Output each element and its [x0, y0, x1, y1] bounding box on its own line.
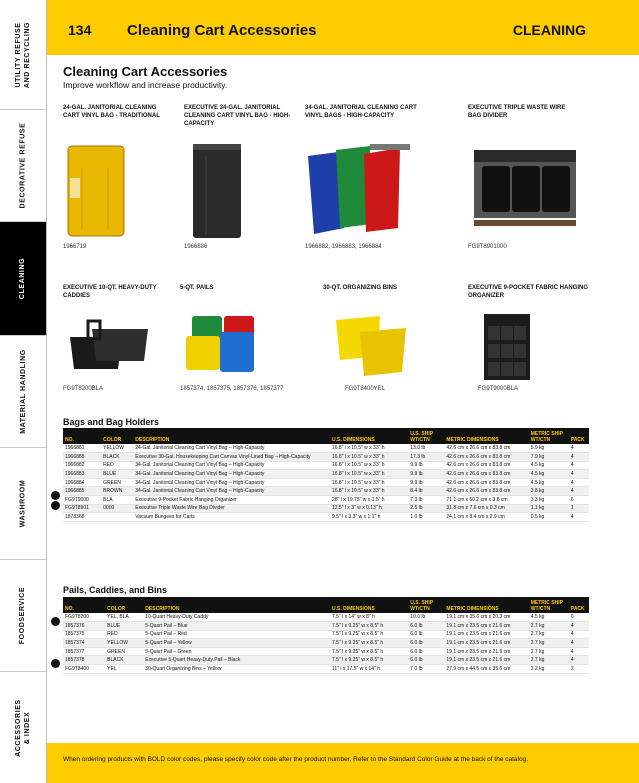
table-cell: 34-Gal. Janitorial Cleaning Cart Vinyl Bag – High-Capacity [133, 478, 330, 487]
table-cell: 71.1 cm x 50.2 cm x 3.8 cm [444, 496, 528, 505]
table-cell: 1.1 kg [529, 504, 569, 513]
col-metric-dimensions: METRIC DIMENSIONS [444, 597, 528, 613]
table-cell: Executive 30-Gal. Housekeeping Cart Canvas Vinyl-Lined Bag – High-Capacity [133, 453, 330, 462]
new-badge [51, 659, 60, 668]
table-cell: 1 [569, 504, 589, 513]
yellow-bag-image [62, 138, 130, 238]
table-row [63, 470, 589, 479]
table-cell: 4 [569, 478, 589, 487]
table-cell: 7.3 lb [408, 496, 444, 505]
table-row [63, 487, 589, 496]
tab-material-handling[interactable] [0, 336, 46, 448]
table-cell: 19.1 cm x 23.5 cm x 21.6 cm [444, 656, 528, 665]
product-code: FG9T8901000 [468, 244, 507, 250]
product-name: 30-QT. ORGANIZING BINS [323, 285, 398, 291]
table-cell: BLUE [105, 622, 143, 631]
table-cell: 16.8" l x 10.5" w x 33" h [330, 453, 408, 462]
table-cell: 4.5 kg [529, 478, 569, 487]
page-number: 134 [68, 22, 92, 38]
table-cell: 1857376 [63, 622, 105, 631]
tab-foodservice[interactable] [0, 560, 46, 672]
table-cell: 42.6 cm x 26.6 cm x 83.8 cm [444, 470, 528, 479]
table-row [63, 647, 589, 656]
table-cell: 7.5" l x 9.25" w x 8.5" h [330, 622, 408, 631]
table-cell: 5-Quart Pail – Blue [143, 622, 330, 631]
table-row [63, 630, 589, 639]
table-cell: 6 [569, 613, 589, 622]
bag-divider-image [470, 148, 580, 238]
product-name: EXECUTIVE TRIPLE WASTE WIRE BAG DIVIDER [468, 105, 566, 119]
page-title: Cleaning Cart Accessories [63, 64, 228, 79]
table-row [63, 496, 589, 505]
table-cell: 34-Gal. Janitorial Cleaning Cart Vinyl Bag – High-Capacity [133, 470, 330, 479]
caddies-image [62, 315, 152, 377]
table-cell: 1857375 [63, 630, 105, 639]
page-subtitle: Improve workflow and increase productivity. [63, 80, 228, 90]
tab-label: MATERIAL HANDLING [19, 349, 27, 434]
table-cell: 4 [569, 453, 589, 462]
table-cell: 2.7 kg [529, 622, 569, 631]
col-pack: PACK [569, 597, 589, 613]
pails-table [63, 597, 589, 674]
product-code: 1966882, 1966883, 1966884 [305, 244, 382, 250]
table-cell: FG9T8200 [63, 613, 105, 622]
table-cell: Vacuum Bungees for Carts [133, 513, 330, 522]
product-code: FG9T8400YEL [345, 386, 386, 392]
table-cell: 4 [569, 656, 589, 665]
table-cell: 4 [569, 630, 589, 639]
footer-note: When ordering products with BOLD color codes, please specify color code after the product number. Refer to the Standard Color Guide at the back of the catalog. [63, 756, 529, 763]
table-row [63, 639, 589, 648]
table-cell: 27.9 cm x 44.5 cm x 35.6 cm [444, 665, 528, 674]
table-cell: 7.5" l x 9.25" w x 8.5" h [330, 656, 408, 665]
table-cell: 16.8" l x 10.5" w x 33" h [330, 487, 408, 496]
table-cell: 42.6 cm x 26.6 cm x 83.8 cm [444, 444, 528, 453]
table-cell: 3.8 kg [529, 487, 569, 496]
table-cell: 16.8" l x 10.5" w x 33" h [330, 470, 408, 479]
table-cell: 8.4 lb [408, 487, 444, 496]
table-cell: Executive Triple Waste Wire Bag Divider [133, 504, 330, 513]
organizing-bins-image [330, 310, 410, 380]
table-cell: 7.5" l x 9.25" w x 8.5" h [330, 639, 408, 648]
black-bag-image [188, 136, 248, 240]
col-color: COLOR [105, 597, 143, 613]
table-cell: 16.8" l x 10.5" w x 33" h [330, 478, 408, 487]
table-cell: 1857374 [63, 639, 105, 648]
table-row [63, 665, 589, 674]
table-cell: 6.0 lb [408, 639, 444, 648]
table-cell: 2.7 kg [529, 639, 569, 648]
table-row [63, 461, 589, 470]
table-cell: 7.9 kg [529, 453, 569, 462]
new-badge [51, 617, 60, 626]
new-badge [51, 491, 60, 500]
table-cell: 3.2 kg [529, 665, 569, 674]
table-row [63, 453, 589, 462]
table-cell: 19.1 cm x 23.5 cm x 21.6 cm [444, 647, 528, 656]
table-row [63, 478, 589, 487]
tab-label: WASHROOM [19, 479, 27, 528]
tab-label: DECORATIVE REFUSE [19, 122, 27, 209]
col-description: DESCRIPTION [133, 428, 330, 444]
table-row [63, 613, 589, 622]
table-cell: 7.5" l x 9.25" w x 8.5" h [330, 630, 408, 639]
table-cell: 34-Gal. Janitorial Cleaning Cart Vinyl Bag – High-Capacity [133, 487, 330, 496]
table-cell: 6.0 lb [408, 656, 444, 665]
tab-cleaning[interactable] [0, 222, 46, 336]
table-cell: 16.8" l x 10.5" w x 33" h [330, 461, 408, 470]
table-cell: 17.3 lb [408, 453, 444, 462]
col-us-ship-wt: U.S. SHIP WT/CTN [408, 428, 444, 444]
col-us-dimensions: U.S. DIMENSIONS [330, 597, 408, 613]
table-header-row [63, 597, 589, 613]
tab-label: ACCESSORIES & INDEX [15, 698, 31, 757]
table-cell: RED [105, 630, 143, 639]
table-cell: 4 [569, 470, 589, 479]
table-cell: 2 [569, 665, 589, 674]
table-cell: 5.9 kg [529, 444, 569, 453]
table-row [63, 444, 589, 453]
table-cell: 1966882 [63, 461, 101, 470]
tab-label: CLEANING [19, 257, 27, 300]
table-cell: 2.7 kg [529, 647, 569, 656]
table-cell: 4 [569, 622, 589, 631]
table-cell: 6.0 lb [408, 622, 444, 631]
pails-image [184, 306, 264, 382]
table-cell: YEL [105, 665, 143, 674]
hanging-organizer-image [480, 312, 534, 382]
table-cell: 9.5" l x 3.3" w x 1.1" h [330, 513, 408, 522]
table-cell: 12.5" l x 3" w x 0.13" h [330, 504, 408, 513]
table-cell: BLACK [101, 453, 133, 462]
table-cell: 34-Gal. Janitorial Cleaning Cart Vinyl Bag – High-Capacity [133, 461, 330, 470]
table-cell: 4.5 kg [529, 461, 569, 470]
section-label: CLEANING [512, 22, 586, 38]
table-cell: 19.1 cm x 23.5 cm x 21.6 cm [444, 622, 528, 631]
table-cell: 30-Quart Organizing Bins – Yellow [143, 665, 330, 674]
product-code: 1966719 [63, 244, 87, 250]
table-cell: 24-Gal. Janitorial Cleaning Cart Vinyl Bag – High-Capacity [133, 444, 330, 453]
table-cell: 24.1 cm x 8.4 cm x 2.9 cm [444, 513, 528, 522]
col-metric-ship-wt: METRIC SHIP WT/CTN [529, 597, 569, 613]
col-description: DESCRIPTION [143, 597, 330, 613]
table-cell: 7.5" l x 9.25" w x 8.5" h [330, 647, 408, 656]
col-metric-ship-wt: METRIC SHIP WT/CTN [529, 428, 569, 444]
table-cell: YEL, BLA [105, 613, 143, 622]
table-cell: 6 [569, 496, 589, 505]
color-bags-image [300, 136, 438, 240]
bags-table [63, 428, 589, 522]
table-cell: 2.7 kg [529, 630, 569, 639]
table-cell: 6.0 lb [408, 647, 444, 656]
product-name: EXECUTIVE 34-GAL. JANITORIAL CLEANING CART VINYL BAG - HIGH-CAPACITY [184, 105, 291, 127]
table-cell: 7.0 lb [408, 665, 444, 674]
table-cell: 1878368 [63, 513, 101, 522]
table-row [63, 656, 589, 665]
table-cell: 1966883 [63, 470, 101, 479]
table-cell: 10-Quart Heavy-Duty Caddy [143, 613, 330, 622]
header-bar [47, 0, 639, 55]
table-cell: BLACK [105, 656, 143, 665]
table-cell: 4.5 kg [529, 613, 569, 622]
table-cell: 1966885 [63, 487, 101, 496]
table-cell: 2.5 lb [408, 504, 444, 513]
table-cell: BLUE [101, 470, 133, 479]
product-code: 1966886 [184, 244, 208, 250]
new-badge [51, 501, 60, 510]
col-us-ship-wt: U.S. SHIP WT/CTN [408, 597, 444, 613]
table-cell: 2.7 kg [529, 656, 569, 665]
table-cell: 16.8" l x 10.5" w x 33" h [330, 444, 408, 453]
table-cell: 1966888 [63, 453, 101, 462]
table-cell: 31.8 cm x 7.6 cm x 0.3 cm [444, 504, 528, 513]
tab-label: UTILITY REFUSE AND RECYCLING [15, 21, 32, 88]
table-cell: YELLOW [105, 639, 143, 648]
table-cell: YELLOW [101, 444, 133, 453]
table-cell: 0000 [101, 504, 133, 513]
table-cell: GREEN [101, 478, 133, 487]
table-cell: 4 [569, 461, 589, 470]
tab-utility-refuse[interactable] [0, 0, 46, 110]
col-no: NO. [63, 428, 101, 444]
table-cell: 1966884 [63, 478, 101, 487]
table-cell: 0.5 kg [529, 513, 569, 522]
table-cell: 42.6 cm x 26.6 cm x 83.8 cm [444, 461, 528, 470]
table-cell: 9.9 lb [408, 461, 444, 470]
table-cell: 3.3 kg [529, 496, 569, 505]
table-cell: Executive 5-Quart Heavy-Duty Pail – Black [143, 656, 330, 665]
col-us-dimensions: U.S. DIMENSIONS [330, 428, 408, 444]
col-no: NO. [63, 597, 105, 613]
table-cell: FG9T8901 [63, 504, 101, 513]
table-cell: 10.0 lb [408, 613, 444, 622]
table-cell: 1.0 lb [408, 513, 444, 522]
tab-washroom[interactable] [0, 448, 46, 560]
table-cell: 5-Quart Pail – Yellow [143, 639, 330, 648]
tab-accessories-index[interactable] [0, 672, 46, 783]
table-cell: 1966881 [63, 444, 101, 453]
table-cell: 19.1 cm x 23.5 cm x 21.6 cm [444, 630, 528, 639]
table-header-row [63, 428, 589, 444]
table-cell: 4 [569, 647, 589, 656]
pails-table-title: Pails, Caddies, and Bins [63, 585, 168, 595]
table-cell: 28" l x 19.75" w x 1.5" h [330, 496, 408, 505]
table-row [63, 513, 589, 522]
table-cell: 5-Quart Pail – Green [143, 647, 330, 656]
table-cell: GREEN [105, 647, 143, 656]
col-pack: PACK [569, 428, 589, 444]
table-cell: 1857377 [63, 647, 105, 656]
table-cell: 4 [569, 444, 589, 453]
product-name: 5-QT. PAILS [180, 285, 214, 291]
table-cell: 11" l x 17.5" w x 14" h [330, 665, 408, 674]
table-row [63, 504, 589, 513]
table-row [63, 622, 589, 631]
table-cell: BROWN [101, 487, 133, 496]
product-code: FG9T9000BLA [478, 386, 519, 392]
table-cell: 9.9 lb [408, 478, 444, 487]
table-cell: RED [101, 461, 133, 470]
table-cell: 42.6 cm x 26.6 cm x 83.8 cm [444, 453, 528, 462]
footer-bar [47, 743, 639, 783]
col-color: COLOR [101, 428, 133, 444]
col-metric-dimensions: METRIC DIMENSIONS [444, 428, 528, 444]
table-cell: 9.9 lb [408, 470, 444, 479]
table-cell: 4 [569, 639, 589, 648]
product-name: 24-GAL. JANITORIAL CLEANING CART VINYL BAG - TRADITIONAL [63, 105, 160, 119]
table-cell [101, 513, 133, 522]
table-cell: 7.5" l x 14" w x 8" h [330, 613, 408, 622]
table-cell: Executive 9-Pocket Fabric Hanging Organizer [133, 496, 330, 505]
section-tabs [0, 0, 47, 783]
table-cell: 19.1 cm x 35.6 cm x 20.3 cm [444, 613, 528, 622]
table-cell: FG9T9000 [63, 496, 101, 505]
bags-table-title: Bags and Bag Holders [63, 417, 160, 427]
tab-decorative-refuse[interactable] [0, 110, 46, 222]
table-cell: 6.0 lb [408, 630, 444, 639]
header-title: Cleaning Cart Accessories [127, 22, 317, 39]
table-cell: 13.0 lb [408, 444, 444, 453]
product-name: EXECUTIVE 9-POCKET FABRIC HANGING ORGANIZER [468, 285, 589, 299]
table-cell: 5-Quart Pail – Red [143, 630, 330, 639]
table-cell: 19.1 cm x 23.5 cm x 21.6 cm [444, 639, 528, 648]
table-cell: 4.5 kg [529, 470, 569, 479]
tab-label: FOODSERVICE [19, 586, 27, 645]
table-cell: 42.6 cm x 26.6 cm x 83.8 cm [444, 478, 528, 487]
table-cell: 4 [569, 487, 589, 496]
table-cell: 42.6 cm x 26.6 cm x 83.8 cm [444, 487, 528, 496]
table-cell: FG9T8400 [63, 665, 105, 674]
table-cell: 1857378 [63, 656, 105, 665]
product-name: EXECUTIVE 10-QT. HEAVY-DUTY CADDIES [63, 285, 157, 299]
table-cell: BLA [101, 496, 133, 505]
table-cell: 4 [569, 513, 589, 522]
product-code: 1857374, 1857375, 1857376, 1857377 [180, 386, 284, 392]
product-code: FG9T8200BLA [63, 386, 104, 392]
product-name: 34-GAL. JANITORIAL CLEANING CART VINYL BAGS - HIGH-CAPACITY [305, 105, 417, 119]
